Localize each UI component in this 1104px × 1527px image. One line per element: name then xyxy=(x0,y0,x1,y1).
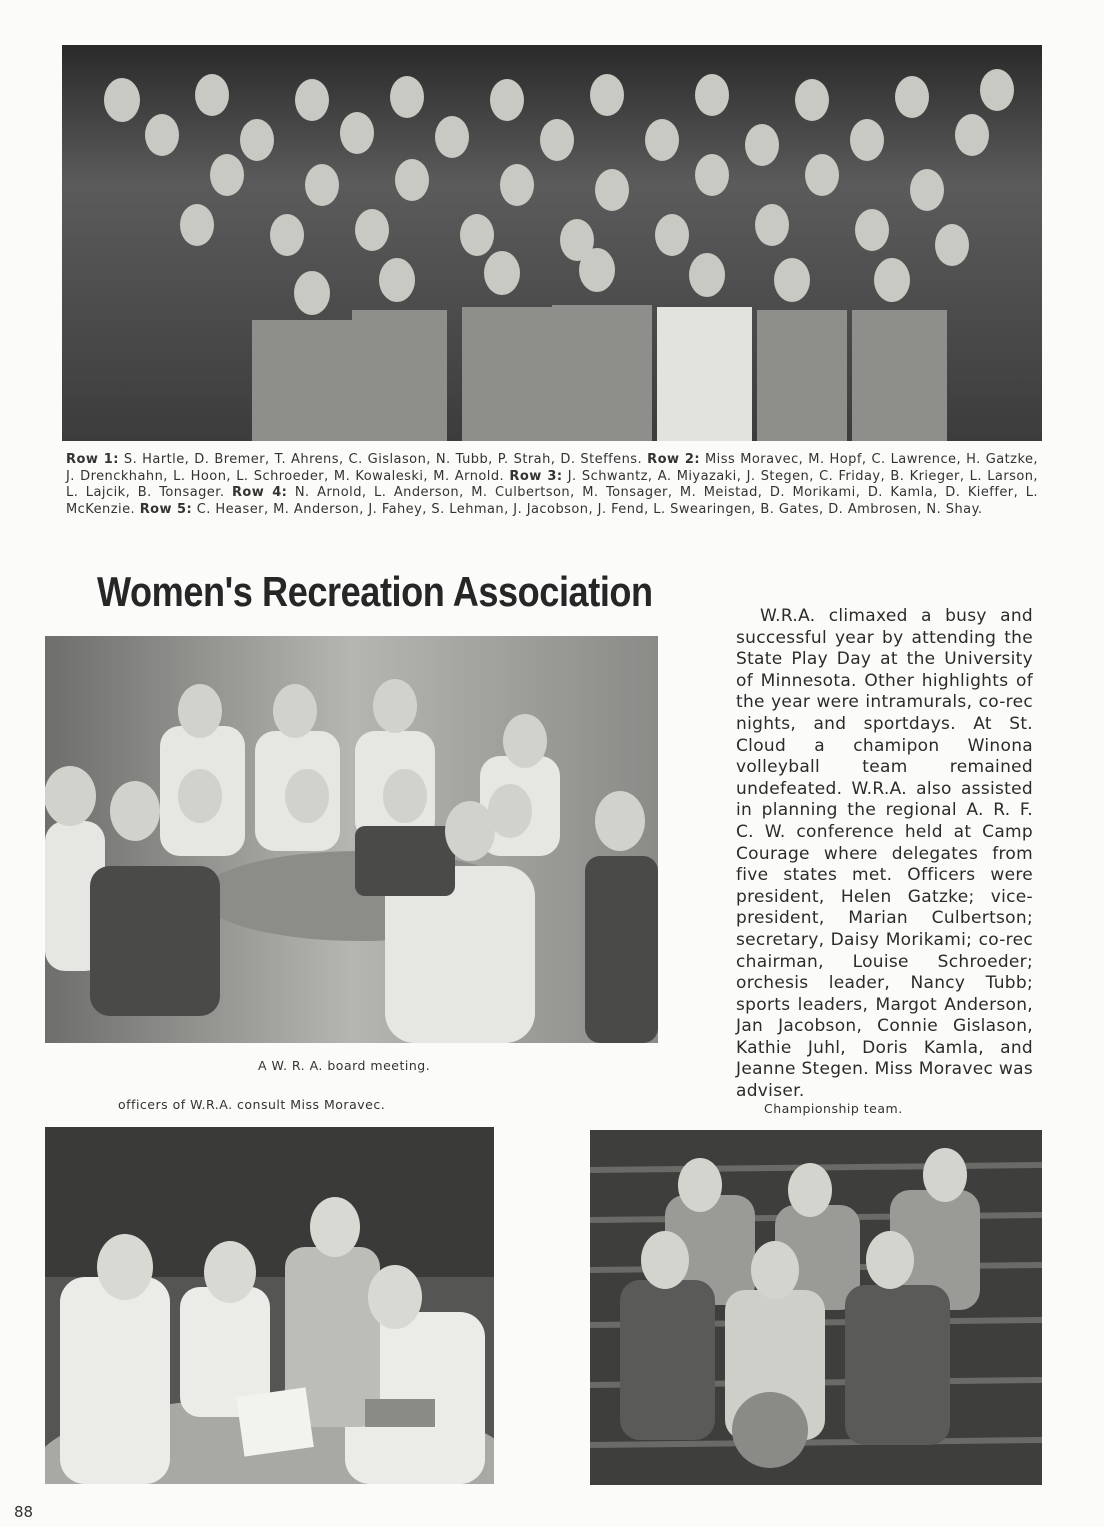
board-meeting-caption: A W. R. A. board meeting. xyxy=(258,1058,431,1073)
officers-photo xyxy=(45,1127,494,1484)
row2-label: Row 2: xyxy=(647,452,700,467)
row1-names: S. Hartle, D. Bremer, T. Ahrens, C. Gislason, N. Tubb, P. Strah, D. Steffens. xyxy=(118,452,648,467)
group-photo-caption xyxy=(66,452,1038,518)
row1-label: Row 1: xyxy=(66,452,119,467)
championship-caption: Championship team. xyxy=(764,1101,903,1116)
officers-caption: officers of W.R.A. consult Miss Moravec. xyxy=(118,1097,386,1112)
page-title: Women's Recreation Association xyxy=(97,568,653,615)
page-number: 88 xyxy=(14,1503,34,1521)
row3-names: J. Schwantz, A. Miyazaki, J. Stegen, C. Friday, B. Krieger, L. Larson, L. Lajcik, B. Tonsager. xyxy=(66,468,1039,500)
row5-label: Row 5: xyxy=(139,501,193,517)
group-photo xyxy=(62,45,1042,441)
row5-names: C. Heaser, M. Anderson, J. Fahey, S. Lehman, J. Jacobson, J. Fend, L. Swearingen, B. Gates, D. Ambrosen, N. Shay. xyxy=(192,501,983,517)
row4-label: Row 4: xyxy=(231,485,288,500)
championship-photo xyxy=(590,1130,1042,1485)
article-paragraph: W.R.A. climaxed a busy and successful year by attending the State Play Day at the University of Minnesota. Other highlights of the year were intramurals, co-rec nights, and sportdays. At St. Cloud a chamipon Winona volleyball team remained undefeated. W.R.A. also assisted in planning the regional A. R. F. C. W. conference held at Camp Courage where delegates from five states met. Officers were president, Helen Gatzke; vice-president, Marian Culbertson; secretary, Daisy Morikami; co-rec chairman, Louise Schroeder; orchesis leader, Nancy Tubb; sports leaders, Margot Anderson, Jan Jacobson, Connie Gislason, Kathie Juhl, Doris Kamla, and Jeanne Stegen. Miss Moravec was adviser. xyxy=(736,606,1033,1102)
row2-names: Miss Moravec, M. Hopf, C. Lawrence, H. Gatzke, J. Drenckhahn, L. Hoon, L. Schroeder, M. Kowaleski, M. Arnold. xyxy=(66,452,1038,484)
row3-label: Row 3: xyxy=(509,468,563,484)
board-meeting-photo xyxy=(45,636,658,1043)
row4-names: N. Arnold, L. Anderson, M. Culbertson, M. Tonsager, M. Meistad, D. Morikami, D. Kamla, D. Kieffer, L. McKenzie. xyxy=(66,485,1038,517)
article-body xyxy=(736,606,1033,1103)
